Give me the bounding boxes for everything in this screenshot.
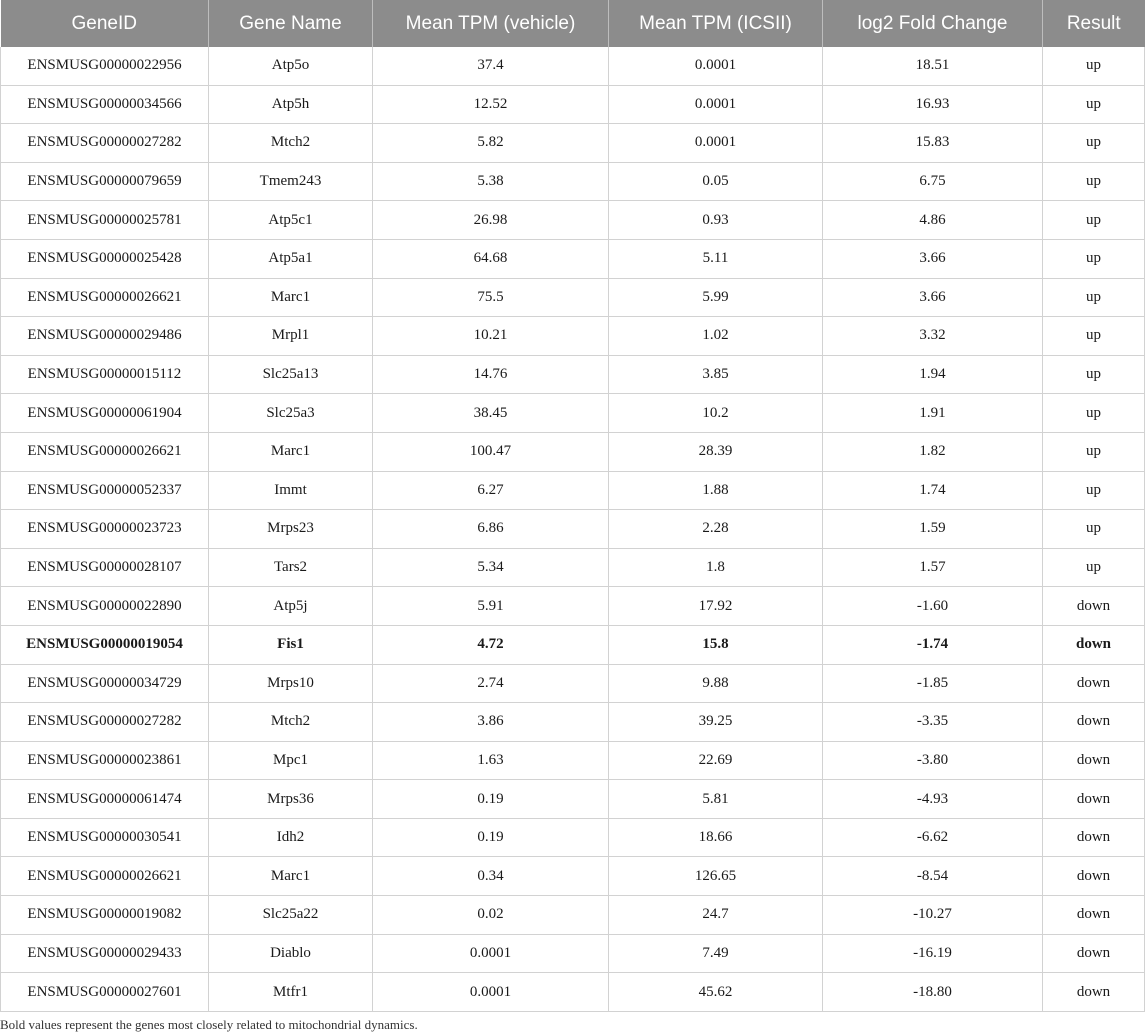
cell-mean-tpm-vehicle: 5.91 <box>373 587 609 626</box>
table-row <box>1 278 1145 317</box>
table-row <box>1 47 1145 85</box>
cell-mean-tpm-icsii: 24.7 <box>609 896 823 935</box>
cell-mean-tpm-vehicle: 0.19 <box>373 780 609 819</box>
cell-mean-tpm-vehicle: 5.38 <box>373 162 609 201</box>
cell-mean-tpm-vehicle: 2.74 <box>373 664 609 703</box>
cell-result: down <box>1043 587 1145 626</box>
cell-mean-tpm-icsii: 45.62 <box>609 973 823 1012</box>
cell-log2-fold-change: -6.62 <box>823 818 1043 857</box>
cell-gene-id: ENSMUSG00000030541 <box>1 818 209 857</box>
cell-mean-tpm-icsii: 126.65 <box>609 857 823 896</box>
table-row <box>1 432 1145 471</box>
header-gene-id: GeneID <box>1 0 209 47</box>
cell-log2-fold-change: -1.85 <box>823 664 1043 703</box>
cell-mean-tpm-icsii: 17.92 <box>609 587 823 626</box>
cell-mean-tpm-icsii: 9.88 <box>609 664 823 703</box>
cell-gene-id: ENSMUSG00000029486 <box>1 317 209 356</box>
table-row <box>1 201 1145 240</box>
table-footnote: Bold values represent the genes most closely related to mitochondrial dynamics. <box>0 1017 418 1032</box>
cell-mean-tpm-vehicle: 37.4 <box>373 47 609 85</box>
cell-mean-tpm-vehicle: 0.02 <box>373 896 609 935</box>
cell-gene-id: ENSMUSG00000027601 <box>1 973 209 1012</box>
cell-gene-id: ENSMUSG00000027282 <box>1 124 209 163</box>
cell-log2-fold-change: -18.80 <box>823 973 1043 1012</box>
cell-mean-tpm-vehicle: 12.52 <box>373 85 609 124</box>
cell-log2-fold-change: 16.93 <box>823 85 1043 124</box>
cell-gene-id: ENSMUSG00000015112 <box>1 355 209 394</box>
cell-result: up <box>1043 124 1145 163</box>
cell-result: up <box>1043 355 1145 394</box>
table-row <box>1 394 1145 433</box>
table-row <box>1 317 1145 356</box>
cell-gene-id: ENSMUSG00000027282 <box>1 703 209 742</box>
cell-log2-fold-change: -4.93 <box>823 780 1043 819</box>
cell-mean-tpm-icsii: 5.99 <box>609 278 823 317</box>
table-row <box>1 85 1145 124</box>
cell-mean-tpm-vehicle: 6.86 <box>373 510 609 549</box>
cell-mean-tpm-vehicle: 64.68 <box>373 239 609 278</box>
cell-result: down <box>1043 664 1145 703</box>
cell-mean-tpm-icsii: 22.69 <box>609 741 823 780</box>
cell-log2-fold-change: 4.86 <box>823 201 1043 240</box>
cell-mean-tpm-vehicle: 1.63 <box>373 741 609 780</box>
cell-gene-id: ENSMUSG00000023861 <box>1 741 209 780</box>
table-body <box>1 47 1145 1011</box>
table-row <box>1 818 1145 857</box>
cell-log2-fold-change: 1.74 <box>823 471 1043 510</box>
cell-mean-tpm-icsii: 2.28 <box>609 510 823 549</box>
cell-mean-tpm-icsii: 39.25 <box>609 703 823 742</box>
header-gene-name: Gene Name <box>209 0 373 47</box>
header-mean-tpm-vehicle: Mean TPM (vehicle) <box>373 0 609 47</box>
cell-log2-fold-change: -1.74 <box>823 625 1043 664</box>
cell-log2-fold-change: 3.32 <box>823 317 1043 356</box>
cell-mean-tpm-icsii: 7.49 <box>609 934 823 973</box>
cell-gene-name: Tars2 <box>209 548 373 587</box>
cell-log2-fold-change: 15.83 <box>823 124 1043 163</box>
cell-mean-tpm-vehicle: 5.34 <box>373 548 609 587</box>
cell-mean-tpm-icsii: 1.8 <box>609 548 823 587</box>
cell-result: down <box>1043 780 1145 819</box>
cell-gene-id: ENSMUSG00000019054 <box>1 625 209 664</box>
cell-mean-tpm-vehicle: 26.98 <box>373 201 609 240</box>
table-row <box>1 934 1145 973</box>
cell-log2-fold-change: 1.91 <box>823 394 1043 433</box>
table-row <box>1 973 1145 1012</box>
cell-mean-tpm-icsii: 1.88 <box>609 471 823 510</box>
cell-result: up <box>1043 85 1145 124</box>
cell-result: down <box>1043 703 1145 742</box>
header-log2-fold-change: log2 Fold Change <box>823 0 1043 47</box>
cell-mean-tpm-icsii: 1.02 <box>609 317 823 356</box>
cell-result: down <box>1043 625 1145 664</box>
cell-gene-name: Marc1 <box>209 857 373 896</box>
cell-gene-name: Atp5c1 <box>209 201 373 240</box>
cell-log2-fold-change: -16.19 <box>823 934 1043 973</box>
table-row <box>1 780 1145 819</box>
cell-gene-id: ENSMUSG00000025781 <box>1 201 209 240</box>
cell-result: down <box>1043 741 1145 780</box>
cell-mean-tpm-vehicle: 4.72 <box>373 625 609 664</box>
cell-log2-fold-change: 1.82 <box>823 432 1043 471</box>
cell-gene-name: Mtfr1 <box>209 973 373 1012</box>
cell-gene-id: ENSMUSG00000061474 <box>1 780 209 819</box>
cell-gene-name: Idh2 <box>209 818 373 857</box>
cell-mean-tpm-vehicle: 75.5 <box>373 278 609 317</box>
cell-result: up <box>1043 471 1145 510</box>
cell-mean-tpm-icsii: 10.2 <box>609 394 823 433</box>
cell-result: up <box>1043 47 1145 85</box>
cell-mean-tpm-vehicle: 100.47 <box>373 432 609 471</box>
cell-mean-tpm-icsii: 0.0001 <box>609 124 823 163</box>
cell-gene-id: ENSMUSG00000023723 <box>1 510 209 549</box>
cell-gene-id: ENSMUSG00000019082 <box>1 896 209 935</box>
cell-gene-name: Fis1 <box>209 625 373 664</box>
cell-mean-tpm-vehicle: 6.27 <box>373 471 609 510</box>
cell-mean-tpm-vehicle: 0.0001 <box>373 973 609 1012</box>
cell-gene-name: Atp5h <box>209 85 373 124</box>
table-header <box>1 0 1145 47</box>
cell-result: up <box>1043 548 1145 587</box>
cell-result: down <box>1043 818 1145 857</box>
cell-gene-name: Mrps10 <box>209 664 373 703</box>
cell-log2-fold-change: -10.27 <box>823 896 1043 935</box>
cell-gene-id: ENSMUSG00000025428 <box>1 239 209 278</box>
cell-gene-name: Mrps36 <box>209 780 373 819</box>
cell-mean-tpm-vehicle: 5.82 <box>373 124 609 163</box>
cell-mean-tpm-icsii: 3.85 <box>609 355 823 394</box>
table-row <box>1 625 1145 664</box>
cell-log2-fold-change: -8.54 <box>823 857 1043 896</box>
cell-gene-name: Slc25a22 <box>209 896 373 935</box>
cell-result: up <box>1043 278 1145 317</box>
table-row <box>1 124 1145 163</box>
cell-log2-fold-change: -3.80 <box>823 741 1043 780</box>
cell-gene-name: Slc25a13 <box>209 355 373 394</box>
cell-log2-fold-change: 3.66 <box>823 239 1043 278</box>
cell-gene-id: ENSMUSG00000026621 <box>1 857 209 896</box>
table-row <box>1 162 1145 201</box>
cell-log2-fold-change: 1.57 <box>823 548 1043 587</box>
cell-result: down <box>1043 934 1145 973</box>
table-row <box>1 741 1145 780</box>
cell-result: down <box>1043 857 1145 896</box>
cell-log2-fold-change: 1.94 <box>823 355 1043 394</box>
cell-mean-tpm-vehicle: 0.34 <box>373 857 609 896</box>
cell-gene-name: Tmem243 <box>209 162 373 201</box>
cell-result: up <box>1043 239 1145 278</box>
cell-mean-tpm-vehicle: 0.0001 <box>373 934 609 973</box>
cell-result: up <box>1043 317 1145 356</box>
cell-result: up <box>1043 510 1145 549</box>
table-row <box>1 664 1145 703</box>
cell-gene-name: Slc25a3 <box>209 394 373 433</box>
cell-gene-id: ENSMUSG00000034566 <box>1 85 209 124</box>
cell-mean-tpm-icsii: 0.0001 <box>609 85 823 124</box>
cell-result: up <box>1043 162 1145 201</box>
cell-log2-fold-change: 18.51 <box>823 47 1043 85</box>
cell-mean-tpm-icsii: 5.81 <box>609 780 823 819</box>
cell-log2-fold-change: -1.60 <box>823 587 1043 626</box>
cell-gene-name: Mpc1 <box>209 741 373 780</box>
cell-mean-tpm-vehicle: 10.21 <box>373 317 609 356</box>
table-row <box>1 239 1145 278</box>
cell-gene-name: Mrps23 <box>209 510 373 549</box>
cell-gene-id: ENSMUSG00000029433 <box>1 934 209 973</box>
cell-gene-name: Marc1 <box>209 278 373 317</box>
cell-gene-id: ENSMUSG00000026621 <box>1 278 209 317</box>
cell-result: up <box>1043 201 1145 240</box>
cell-gene-name: Mrpl1 <box>209 317 373 356</box>
cell-mean-tpm-vehicle: 0.19 <box>373 818 609 857</box>
cell-gene-id: ENSMUSG00000022956 <box>1 47 209 85</box>
table-row <box>1 896 1145 935</box>
cell-mean-tpm-vehicle: 38.45 <box>373 394 609 433</box>
cell-mean-tpm-icsii: 5.11 <box>609 239 823 278</box>
cell-result: up <box>1043 394 1145 433</box>
header-row <box>1 0 1145 47</box>
table-row <box>1 587 1145 626</box>
cell-gene-name: Diablo <box>209 934 373 973</box>
cell-mean-tpm-icsii: 0.0001 <box>609 47 823 85</box>
table-row <box>1 548 1145 587</box>
cell-result: down <box>1043 973 1145 1012</box>
cell-gene-id: ENSMUSG00000061904 <box>1 394 209 433</box>
cell-gene-name: Atp5o <box>209 47 373 85</box>
cell-gene-name: Immt <box>209 471 373 510</box>
cell-gene-id: ENSMUSG00000079659 <box>1 162 209 201</box>
cell-gene-name: Atp5a1 <box>209 239 373 278</box>
cell-gene-name: Mtch2 <box>209 124 373 163</box>
cell-gene-id: ENSMUSG00000022890 <box>1 587 209 626</box>
cell-gene-name: Mtch2 <box>209 703 373 742</box>
table-row <box>1 471 1145 510</box>
cell-gene-id: ENSMUSG00000034729 <box>1 664 209 703</box>
cell-log2-fold-change: -3.35 <box>823 703 1043 742</box>
cell-mean-tpm-icsii: 0.05 <box>609 162 823 201</box>
cell-gene-name: Marc1 <box>209 432 373 471</box>
table-row <box>1 703 1145 742</box>
header-result: Result <box>1043 0 1145 47</box>
cell-result: down <box>1043 896 1145 935</box>
table-row <box>1 857 1145 896</box>
cell-mean-tpm-icsii: 15.8 <box>609 625 823 664</box>
cell-gene-id: ENSMUSG00000028107 <box>1 548 209 587</box>
cell-log2-fold-change: 1.59 <box>823 510 1043 549</box>
header-mean-tpm-icsii: Mean TPM (ICSII) <box>609 0 823 47</box>
cell-mean-tpm-icsii: 0.93 <box>609 201 823 240</box>
table-row <box>1 355 1145 394</box>
cell-gene-name: Atp5j <box>209 587 373 626</box>
cell-mean-tpm-vehicle: 14.76 <box>373 355 609 394</box>
cell-log2-fold-change: 3.66 <box>823 278 1043 317</box>
cell-gene-id: ENSMUSG00000026621 <box>1 432 209 471</box>
cell-mean-tpm-icsii: 18.66 <box>609 818 823 857</box>
cell-mean-tpm-vehicle: 3.86 <box>373 703 609 742</box>
cell-result: up <box>1043 432 1145 471</box>
cell-mean-tpm-icsii: 28.39 <box>609 432 823 471</box>
cell-gene-id: ENSMUSG00000052337 <box>1 471 209 510</box>
table-row <box>1 510 1145 549</box>
cell-log2-fold-change: 6.75 <box>823 162 1043 201</box>
